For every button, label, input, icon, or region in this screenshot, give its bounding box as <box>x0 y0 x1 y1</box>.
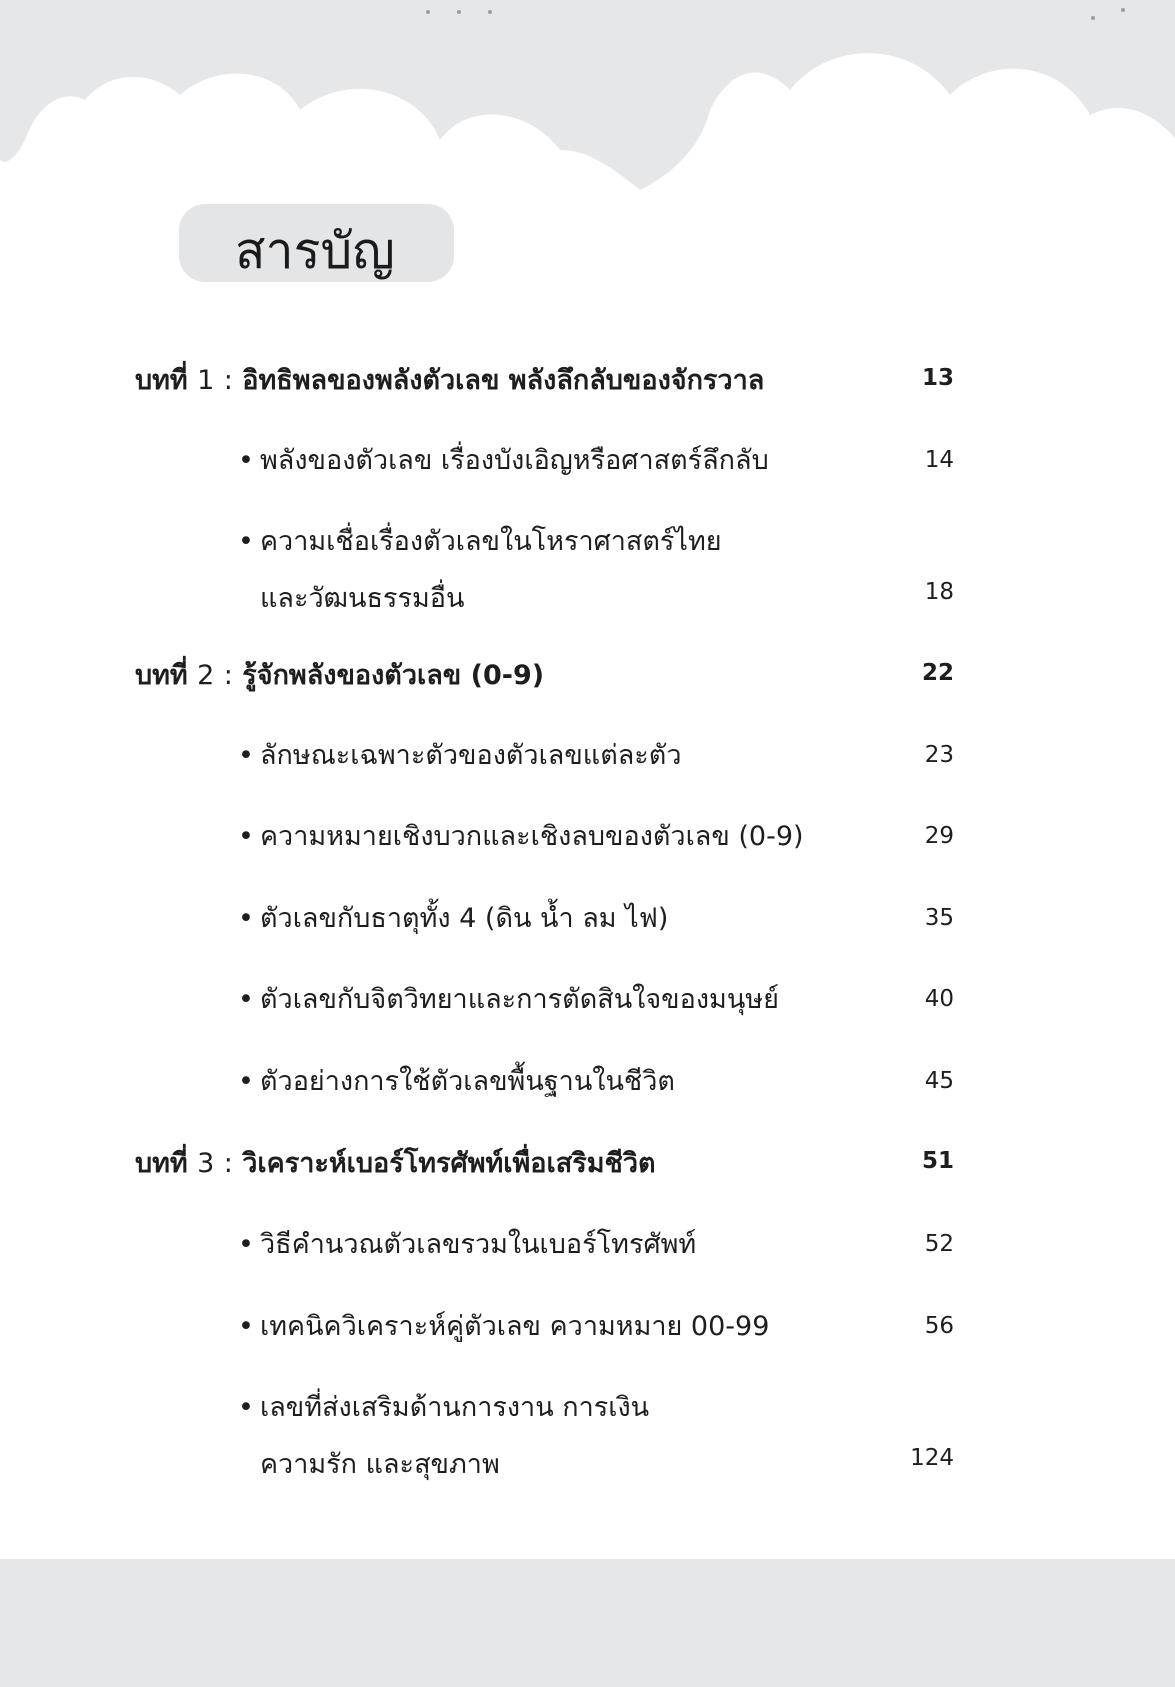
chapter-1-heading[interactable] <box>135 358 764 401</box>
toc-item-text-continued: ความรัก และสุขภาพ <box>260 1449 500 1480</box>
toc-item-page: 29 <box>924 823 954 849</box>
toc-item[interactable] <box>238 519 722 619</box>
page-title: สารบัญ <box>235 222 395 280</box>
bullet: • <box>238 740 254 771</box>
toc-item-text: ตัวเลขกับธาตุทั้ง 4 (ดิน น้ำ ลม ไฟ) <box>260 903 669 934</box>
chapter-separator: : <box>223 1148 233 1179</box>
toc-item-text: วิธีคำนวณตัวเลขรวมในเบอร์โทรศัพท์ <box>260 1229 697 1260</box>
toc-item-page: 18 <box>924 579 954 605</box>
bullet: • <box>238 445 254 476</box>
toc-item[interactable] <box>238 1385 649 1485</box>
chapter-3-page: 51 <box>921 1148 954 1174</box>
toc-item-page: 23 <box>924 742 954 768</box>
bullet: • <box>238 526 254 557</box>
toc-item-text: ความเชื่อเรื่องตัวเลขในโหราศาสตร์ไทย <box>260 526 722 557</box>
toc-item-page: 35 <box>924 905 954 931</box>
bullet: • <box>238 1066 254 1097</box>
chapter-separator: : <box>223 365 233 396</box>
bullet: • <box>238 821 254 852</box>
bullet: • <box>238 1311 254 1342</box>
chapter-1-page: 13 <box>921 365 954 391</box>
toc-item-text: ตัวอย่างการใช้ตัวเลขพื้นฐานในชีวิต <box>260 1066 675 1097</box>
toc-item-text: ลักษณะเฉพาะตัวของตัวเลขแต่ละตัว <box>260 740 682 771</box>
toc-item-page: 14 <box>924 447 954 473</box>
toc-item-text-continued: และวัฒนธรรมอื่น <box>260 583 465 614</box>
toc-item-page: 56 <box>924 1313 954 1339</box>
toc-item[interactable] <box>238 814 804 857</box>
bullet: • <box>238 903 254 934</box>
chapter-number: 3 <box>197 1148 215 1179</box>
toc-item-page: 52 <box>924 1231 954 1257</box>
toc-item[interactable] <box>238 977 779 1020</box>
toc-item[interactable] <box>238 1222 696 1265</box>
chapter-prefix: บทที่ <box>135 1148 188 1179</box>
chapter-3-heading[interactable] <box>135 1141 656 1184</box>
toc-item-page: 124 <box>910 1445 954 1471</box>
chapter-2-page: 22 <box>921 660 954 686</box>
toc-item[interactable] <box>238 733 681 776</box>
bullet: • <box>238 1392 254 1423</box>
toc-item-text: พลังของตัวเลข เรื่องบังเอิญหรือศาสตร์ลึกลับ <box>260 445 769 476</box>
chapter-prefix: บทที่ <box>135 660 188 691</box>
chapter-number: 1 <box>197 365 215 396</box>
toc-item-text: เลขที่ส่งเสริมด้านการงาน การเงิน <box>260 1392 650 1423</box>
toc-item[interactable] <box>238 896 668 939</box>
toc-item[interactable] <box>238 1059 675 1102</box>
bullet: • <box>238 1229 254 1260</box>
chapter-separator: : <box>223 660 233 691</box>
chapter-title: วิเคราะห์เบอร์โทรศัพท์เพื่อเสริมชีวิต <box>242 1148 656 1179</box>
chapter-number: 2 <box>197 660 215 691</box>
chapter-prefix: บทที่ <box>135 365 188 396</box>
chapter-title: รู้จักพลังของตัวเลข (0-9) <box>242 660 545 691</box>
toc-item-page: 45 <box>924 1068 954 1094</box>
toc-item-text: เทคนิควิเคราะห์คู่ตัวเลข ความหมาย 00-99 <box>260 1311 770 1342</box>
toc-item-page: 40 <box>924 986 954 1012</box>
toc-item[interactable] <box>238 1304 769 1347</box>
toc-item[interactable] <box>238 438 769 481</box>
toc-item-text: ตัวเลขกับจิตวิทยาและการตัดสินใจของมนุษย์ <box>260 984 779 1015</box>
chapter-title: อิทธิพลของพลังตัวเลข พลังลึกลับของจักรวาล <box>242 365 765 396</box>
bullet: • <box>238 984 254 1015</box>
chapter-2-heading[interactable] <box>135 653 544 696</box>
toc-item-text: ความหมายเชิงบวกและเชิงลบของตัวเลข (0-9) <box>260 821 804 852</box>
